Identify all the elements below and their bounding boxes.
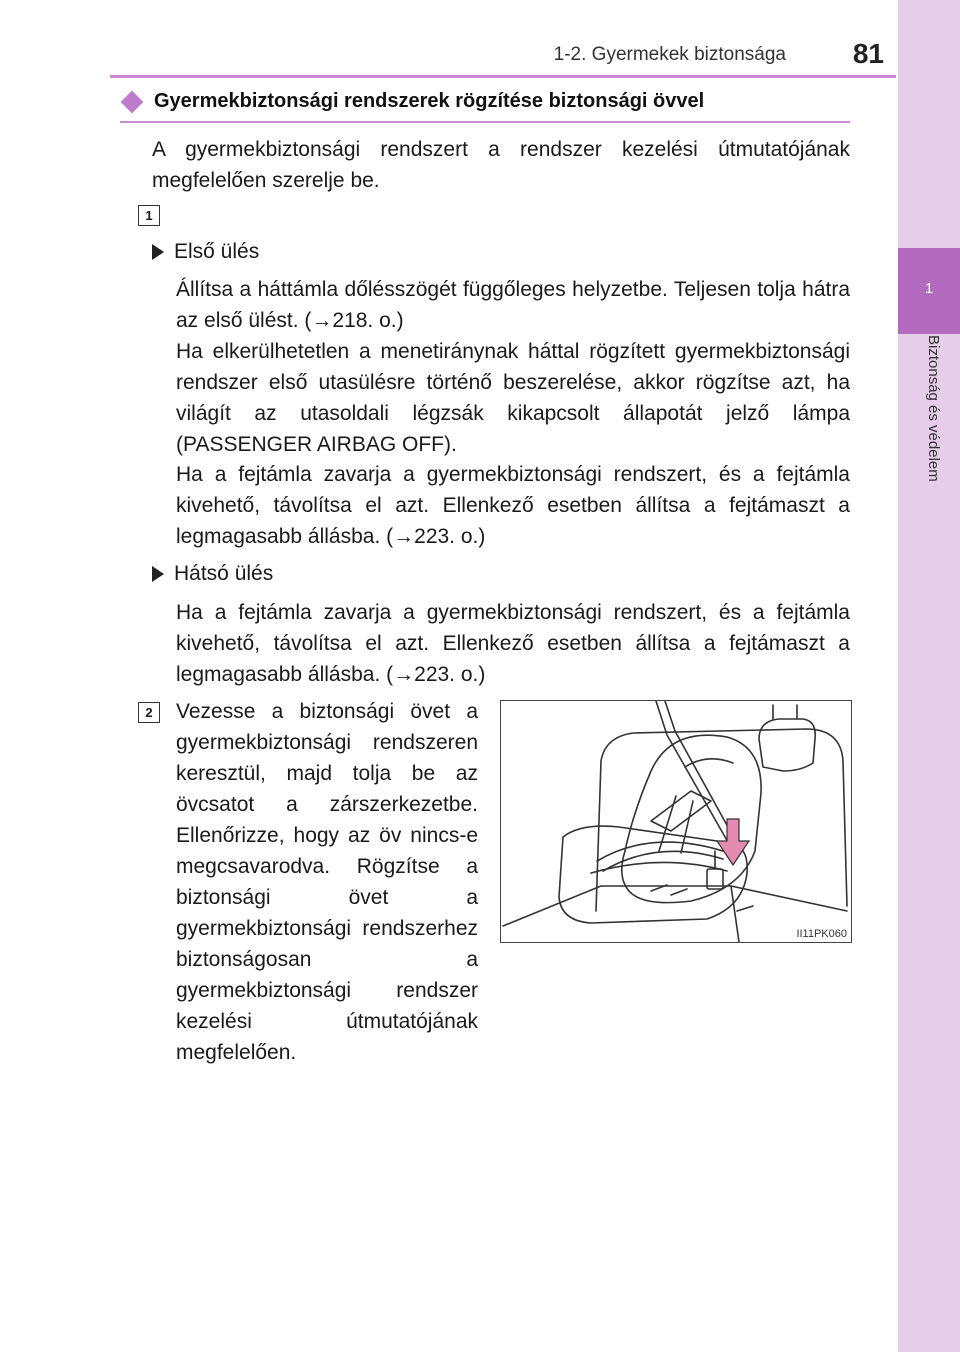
child-seat-illustration xyxy=(500,700,852,943)
child-seat-drawing xyxy=(501,701,851,942)
rear-seat-paragraph-1: Ha a fejtámla zavarja a gyermekbiztonsági rendszert, és a fejtámla kivehető, távolítsa el azt. Ellenkező esetben állítsa a fejtámaszt a legmagasabb állásba. (→223. o.) xyxy=(176,601,850,686)
diamond-icon xyxy=(121,90,144,113)
header-rule xyxy=(110,75,896,78)
step-2-badge: 2 xyxy=(138,702,160,723)
front-seat-paragraph-1: Állítsa a háttámla dőlésszögét függőleges helyzetbe. Teljesen tolja hátra az első ülést. (→218. o.) xyxy=(176,278,850,332)
bullet-rear-seat xyxy=(152,558,273,589)
triangle-bullet-icon xyxy=(152,244,164,260)
triangle-bullet-icon xyxy=(152,566,164,582)
front-seat-heading: Első ülés xyxy=(174,240,260,263)
page-number: 81 xyxy=(852,38,884,69)
front-seat-paragraph-2: Ha elkerülhetetlen a menetiránynak háttal rögzített gyermekbiztonsági rendszer első utasülésre történő beszerelése, akkor rögzítse azt, ha világít az utasoldali légzsák kikapcsolt állapotát jelző lámpa (PASSENGER AIRBAG OFF). xyxy=(176,340,850,456)
section-intro: A gyermekbiztonsági rendszert a rendszer kezelési útmutatójának megfelelően szerelje be. xyxy=(152,138,850,192)
section-heading xyxy=(120,90,850,113)
step-1-badge: 1 xyxy=(138,205,160,226)
chapter-title: 1-2. Gyermekek biztonsága xyxy=(553,44,786,65)
chapter-tab-label: Biztonság és védelem xyxy=(925,335,942,482)
section-title: Gyermekbiztonsági rendszerek rögzítése biztonsági övvel xyxy=(154,90,705,112)
chapter-tab-number: 1 xyxy=(924,280,934,297)
front-seat-paragraph-3: Ha a fejtámla zavarja a gyermekbiztonsági rendszert, és a fejtámla kivehető, távolítsa el azt. Ellenkező esetben állítsa a fejtámaszt a legmagasabb állásba. (→223. o.) xyxy=(176,463,850,548)
figure-code: II11PK060 xyxy=(796,928,847,940)
bullet-front-seat xyxy=(152,236,259,267)
step-2-text: Vezesse a biztonsági övet a gyermekbiztonsági rendszeren keresztül, majd tolja be az övcsatot a zárszerkezetbe. Ellenőrizze, hogy az öv nincs-e megcsavarodva. Rögzítse a biztonsági övet a gyermekbiztonsági rendszerhez biztonságosan a gyermekbiztonsági rendszer kezelési útmutatójának megfelelően. xyxy=(176,700,478,1064)
section-rule xyxy=(120,121,850,123)
side-strip xyxy=(898,0,960,1352)
rear-seat-heading: Hátsó ülés xyxy=(174,562,274,585)
